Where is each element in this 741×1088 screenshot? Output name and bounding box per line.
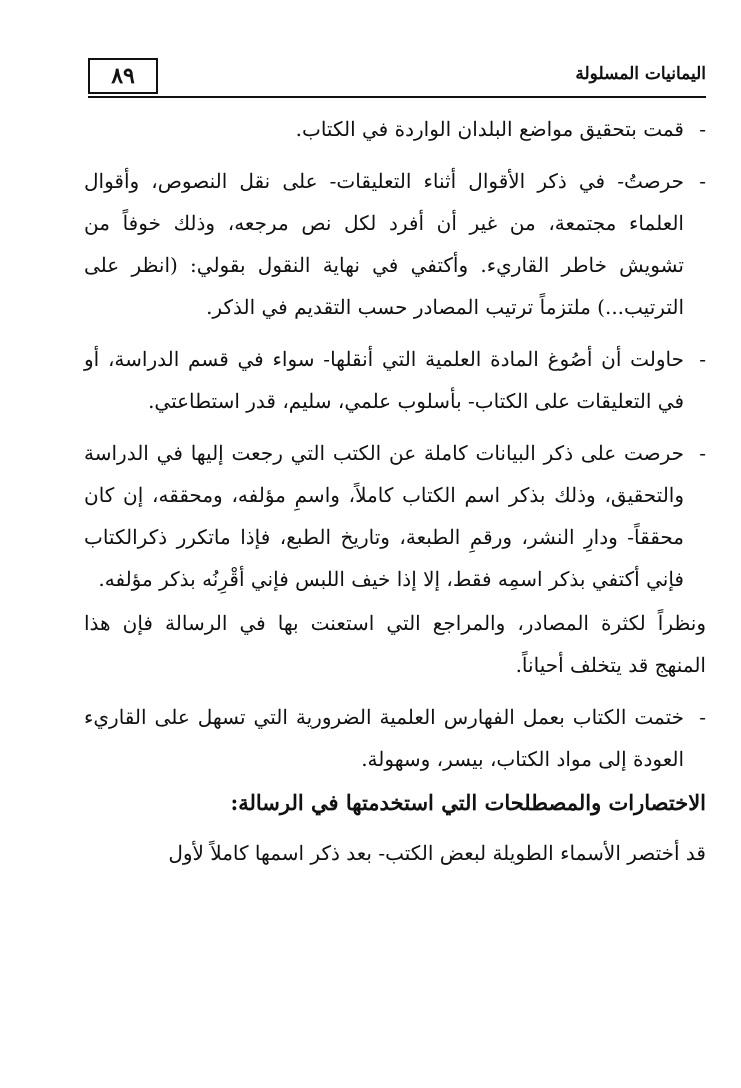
section-first-line: قد أختصر الأسماء الطويلة لبعض الكتب- بعد ذكر اسمها كاملاً لأول — [168, 841, 706, 865]
paragraph-5 — [84, 602, 706, 686]
paragraph-text: ختمت الكتاب بعمل الفهارس العلمية الضرورية التي تسهل على القاريء العودة إلى مواد الكتاب، بيسر، وسهولة. — [84, 705, 684, 771]
page-number-box — [88, 58, 158, 94]
running-title: اليمانيات المسلولة — [575, 64, 706, 84]
paragraph-text: ونظراً لكثرة المصادر، والمراجع التي استعنت بها في الرسالة فإن هذا المنهج قد يتخلف أحياناً. — [84, 611, 706, 677]
paragraph-4 — [84, 432, 706, 600]
bullet-dash: - — [699, 117, 706, 141]
bullet-dash: - — [699, 169, 706, 193]
bullet-dash: - — [699, 441, 706, 465]
paragraph-text: حرصت على ذكر البيانات كاملة عن الكتب التي رجعت إليها في الدراسة والتحقيق، وذلك بذكر اسم الكتاب كاملاً، واسمِ مؤلفه، ومحققه، إن كان محققاً- ودارِ النشر، ورقمِ الطبعة، وتاريخ الطبع، فإذا ماتكرر ذكرالكتاب فإني أكتفي بذكر اسمِه فقط، إلا إذا خيف اللبس فإني أقْرِنُه بذكر مؤلفه. — [84, 441, 684, 591]
paragraph-2 — [84, 160, 706, 328]
paragraph-text: حاولت أن أصُوغ المادة العلمية التي أنقلها- سواء في قسم الدراسة، أو في التعليقات على الكتاب- بأسلوب علمي، سليم، قدر استطاعتي. — [84, 347, 684, 413]
bullet-dash: - — [699, 705, 706, 729]
header-rule — [88, 96, 706, 98]
page-number: ٨٩ — [111, 63, 135, 89]
paragraph-text: حرصتُ- في ذكر الأقوال أثناء التعليقات- على نقل النصوص، وأقوال العلماء مجتمعة، من غير أن أفرد لكل نص مرجعه، وذلك خوفاً من تشويش خاطر القاريء. وأكتفي في نهاية النقول بقولي: (انظر على الترتيب...) ملتزماً ترتيب المصادر حسب التقديم في الذكر. — [84, 169, 684, 319]
paragraph-6 — [84, 696, 706, 780]
section-heading: الاختصارات والمصطلحات التي استخدمتها في الرسالة: — [230, 790, 706, 815]
body-text — [84, 108, 706, 884]
paragraph-1 — [84, 108, 706, 150]
bullet-dash: - — [699, 347, 706, 371]
paragraph-3 — [84, 338, 706, 422]
page-header — [88, 52, 706, 96]
paragraph-text: قمت بتحقيق مواضع البلدان الواردة في الكتاب. — [295, 117, 684, 141]
